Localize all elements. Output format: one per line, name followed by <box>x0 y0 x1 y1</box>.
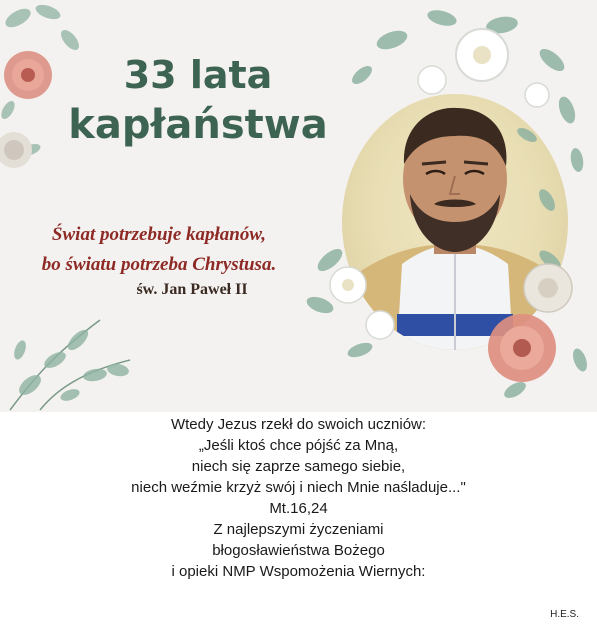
wishes-line-3: i opieki NMP Wspomożenia Wiernych: <box>171 563 426 580</box>
card-title <box>58 52 338 150</box>
verse-reference: Mt.16,24 <box>269 500 328 517</box>
signature: H.E.S. <box>550 609 579 620</box>
priest-portrait <box>342 94 568 350</box>
title-line-1: 33 lata <box>123 53 273 97</box>
verse-line-2: „Jeśli ktoś chce pójść za Mną, <box>198 437 399 454</box>
verse-line-3: niech się zaprze samego siebie, <box>191 458 406 475</box>
wishes-line-2: błogosławieństwa Bożego <box>212 542 385 559</box>
verse-line-1: Wtedy Jezus rzekł do swoich uczniów: <box>170 416 427 433</box>
portrait-image <box>342 94 568 350</box>
title-line-2: kapłaństwa <box>68 101 328 148</box>
leaves-decoration-bottom-left <box>0 290 150 412</box>
quote-line-2: bo światu potrzeba Chrystusa. <box>41 254 277 275</box>
verse-text <box>0 414 597 582</box>
quote <box>0 220 318 280</box>
quote-author: św. Jan Paweł II <box>136 281 248 298</box>
wishes-line-1: Z najlepszymi życzeniami <box>213 521 384 538</box>
verse-line-4: niech weźmie krzyż swój i niech Mnie naśladuje..." <box>131 479 466 496</box>
quote-line-1: Świat potrzebuje kapłanów, <box>51 224 267 245</box>
